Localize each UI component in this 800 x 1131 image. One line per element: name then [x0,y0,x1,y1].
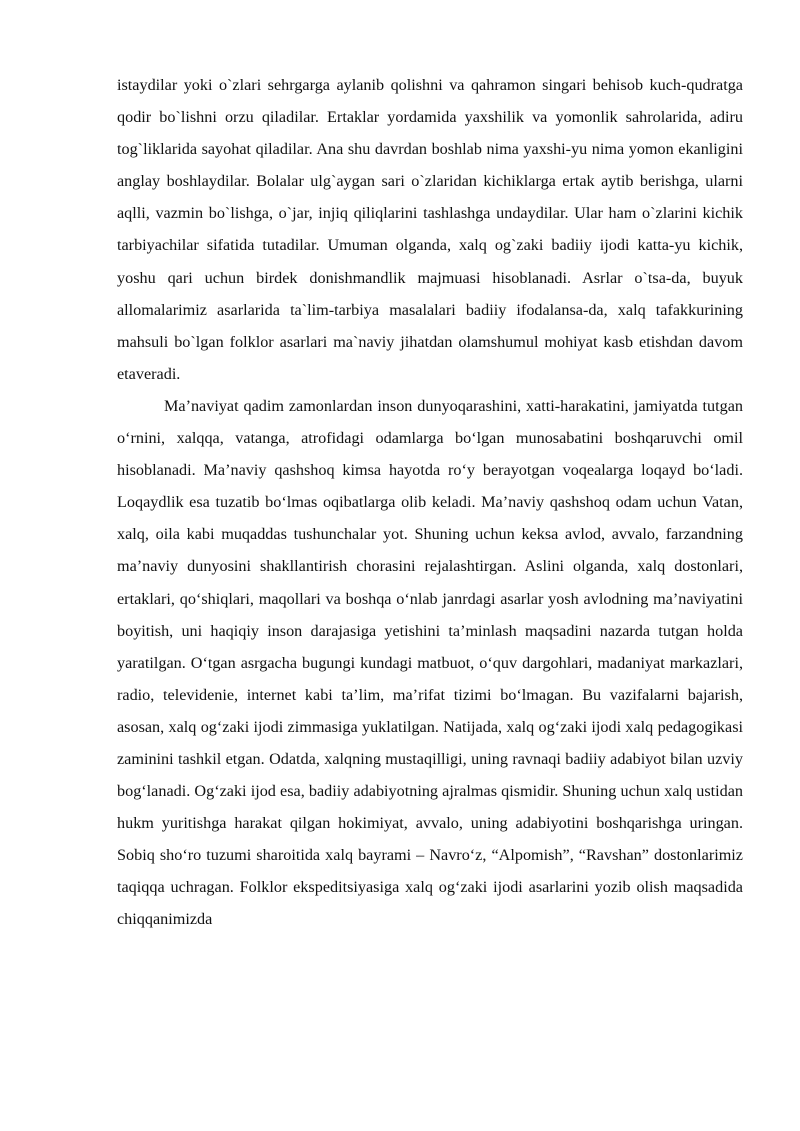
document-page [117,69,743,936]
body-paragraph-1: istaydilar yoki o`zlari sehrgarga aylanib qolishni va qahramon singari behisob kuch-qudratga qodir bo`lishni orzu qiladilar. Ertaklar yordamida yaxshilik va yomonlik sahrolarida, adiru tog`liklarida sayohat qiladilar. Ana shu davrdan boshlab nima yaxshi-yu nima yomon ekanligini anglay boshlaydilar. Bolalar ulg`aygan sari o`zlaridan kichiklarga ertak aytib berishga, ularni aqlli, vazmin bo`lishga, o`jar, injiq qiliqlarini tashlashga undaydilar. Ular ham o`zlarini kichik tarbiyachilar sifatida tutadilar. Umuman olganda, xalq og`zaki badiiy ijodi katta-yu kichik, yoshu qari uchun birdek donishmandlik majmuasi hisoblanadi. Asrlar o`tsa-da, buyuk allomalarimiz asarlarida ta`lim-tarbiya masalalari badiiy ifodalansa-da, xalq tafakkurining mahsuli bo`lgan folklor asarlari ma`naviy jihatdan olamshumul mohiyat kasb etishdan davom etaveradi. [117,76,743,383]
body-paragraph-2: Ma’naviyat qadim zamonlardan inson dunyoqarashini, xatti-harakatini, jamiyatda tutgan o‘rnini, xalqqa, vatanga, atrofidagi odamlarga bo‘lgan munosabatini boshqaruvchi omil hisoblanadi. Ma’naviy qashshoq kimsa hayotda ro‘y berayotgan voqealarga loqayd bo‘ladi. Loqaydlik esa tuzatib bo‘lmas oqibatlarga olib keladi. Ma’naviy qashshoq odam uchun Vatan, xalq, oila kabi muqaddas tushunchalar yot. Shuning uchun keksa avlod, avvalo, farzandning ma’naviy dunyosini shakllantirish chorasini rejalashtirgan. Aslini olganda, xalq dostonlari, ertaklari, qo‘shiqlari, maqollari va boshqa o‘nlab janrdagi asarlar yosh avlodning ma’naviyatini boyitish, uni haqiqiy inson darajasiga yetishini ta’minlash maqsadini nazarda tutgan holda yaratilgan. O‘tgan asrgacha bugungi kundagi matbuot, o‘quv dargohlari, madaniyat markazlari, radio, televidenie, internet kabi ta’lim, ma’rifat tizimi bo‘lmagan. Bu vazifalarni bajarish, asosan, xalq og‘zaki ijodi zimmasiga yuklatilgan. Natijada, xalq og‘zaki ijodi xalq pedagogikasi zaminini tashkil etgan. Odatda, xalqning mustaqilligi, uning ravnaqi badiiy adabiyot bilan uzviy bog‘lanadi. Og‘zaki ijod esa, badiiy adabiyotning ajralmas qismidir. Shuning uchun xalq ustidan hukm yuritishga harakat qilgan hokimiyat, avvalo, uning adabiyotini boshqarishga uringan. Sobiq sho‘ro tuzumi sharoitida xalq bayrami – Navro‘z, “Alpomish”, “Ravshan” dostonlarimiz taqiqqa uchragan. Folklor ekspeditsiyasiga xalq og‘zaki ijodi asarlarini yozib olish maqsadida chiqqanimizda [117,396,743,929]
